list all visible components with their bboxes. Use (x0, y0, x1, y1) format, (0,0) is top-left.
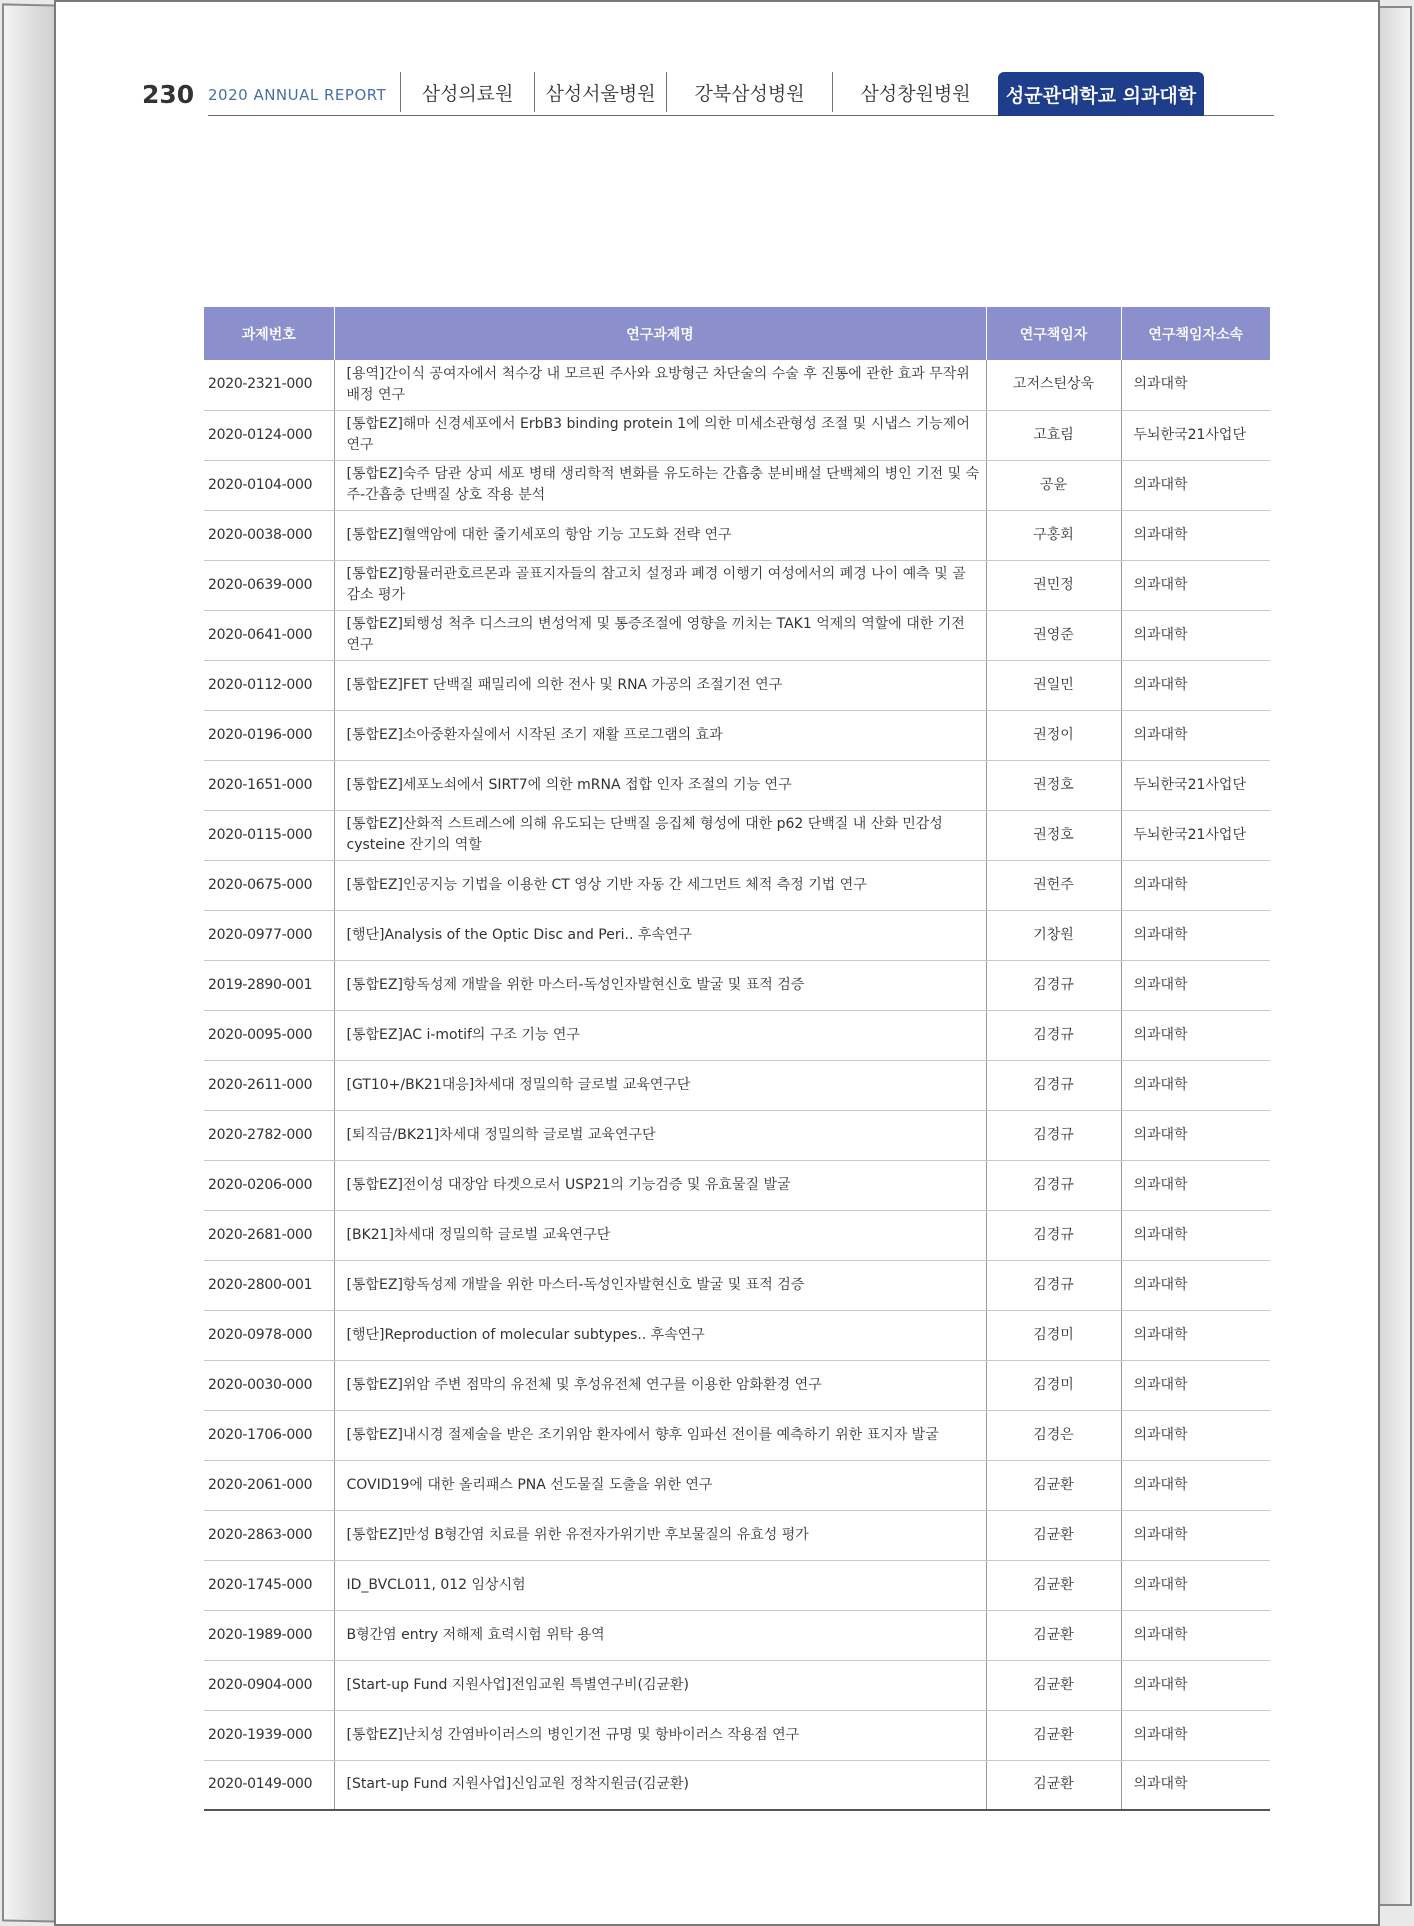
table-header-row (204, 307, 1270, 360)
project-number-cell: 2020-0904-000 (204, 1660, 334, 1710)
project-title-cell: COVID19에 대한 올리패스 PNA 선도물질 도출을 위한 연구 (334, 1460, 986, 1510)
investigator-cell: 김균환 (986, 1660, 1121, 1710)
affiliation-cell: 의과대학 (1121, 460, 1270, 510)
investigator-cell: 김경규 (986, 1210, 1121, 1260)
document-page (54, 0, 1380, 1926)
table-row (204, 1660, 1270, 1710)
project-number-cell: 2020-0149-000 (204, 1760, 334, 1810)
table-row (204, 1060, 1270, 1110)
table-row (204, 510, 1270, 560)
nav-tab-skku-medicine[interactable]: 성균관대학교 의과대학 (998, 72, 1204, 116)
investigator-cell: 권정호 (986, 760, 1121, 810)
table-body (204, 360, 1270, 1810)
project-number-cell: 2020-0639-000 (204, 560, 334, 610)
investigator-cell: 김경미 (986, 1310, 1121, 1360)
affiliation-cell: 의과대학 (1121, 1160, 1270, 1210)
table-row (204, 1110, 1270, 1160)
affiliation-cell: 의과대학 (1121, 1660, 1270, 1710)
table-row (204, 460, 1270, 510)
table-row (204, 1310, 1270, 1360)
investigator-cell: 공윤 (986, 460, 1121, 510)
page-number: 230 (142, 80, 195, 109)
affiliation-cell: 의과대학 (1121, 560, 1270, 610)
affiliation-cell: 의과대학 (1121, 1010, 1270, 1060)
project-title-cell: [GT10+/BK21대응]차세대 정밀의학 글로벌 교육연구단 (334, 1060, 986, 1110)
nav-tab-kangbuk-samsung-hospital[interactable]: 강북삼성병원 (666, 72, 832, 112)
project-title-cell: [통합EZ]혈액암에 대한 줄기세포의 항암 기능 고도화 전략 연구 (334, 510, 986, 560)
table-row (204, 1710, 1270, 1760)
project-number-cell: 2020-0115-000 (204, 810, 334, 860)
investigator-cell: 고효림 (986, 410, 1121, 460)
affiliation-cell: 의과대학 (1121, 660, 1270, 710)
project-title-cell: [통합EZ]소아중환자실에서 시작된 조기 재활 프로그램의 효과 (334, 710, 986, 760)
table-row (204, 910, 1270, 960)
investigator-cell: 김경규 (986, 1060, 1121, 1110)
table-row (204, 1260, 1270, 1310)
project-number-cell: 2020-0641-000 (204, 610, 334, 660)
project-number-cell: 2020-2863-000 (204, 1510, 334, 1560)
project-title-cell: [통합EZ]인공지능 기법을 이용한 CT 영상 기반 자동 간 세그먼트 체적 측정 기법 연구 (334, 860, 986, 910)
project-number-cell: 2020-2800-001 (204, 1260, 334, 1310)
project-title-cell: [통합EZ]내시경 절제술을 받은 조기위암 환자에서 향후 임파선 전이를 예측하기 위한 표지자 발굴 (334, 1410, 986, 1460)
affiliation-cell: 의과대학 (1121, 860, 1270, 910)
investigator-cell: 김균환 (986, 1610, 1121, 1660)
investigator-cell: 권정이 (986, 710, 1121, 760)
nav-tab-samsung-seoul-hospital[interactable]: 삼성서울병원 (534, 72, 666, 112)
project-title-cell: [Start-up Fund 지원사업]신임교원 정착지원금(김균환) (334, 1760, 986, 1810)
project-title-cell: [BK21]차세대 정밀의학 글로벌 교육연구단 (334, 1210, 986, 1260)
table-row (204, 560, 1270, 610)
project-title-cell: [퇴직금/BK21]차세대 정밀의학 글로벌 교육연구단 (334, 1110, 986, 1160)
investigator-cell: 김균환 (986, 1560, 1121, 1610)
investigator-cell: 권일민 (986, 660, 1121, 710)
investigator-cell: 권민정 (986, 560, 1121, 610)
affiliation-cell: 두뇌한국21사업단 (1121, 410, 1270, 460)
investigator-cell: 기창원 (986, 910, 1121, 960)
affiliation-cell: 의과대학 (1121, 710, 1270, 760)
table-row (204, 1210, 1270, 1260)
affiliation-cell: 의과대학 (1121, 610, 1270, 660)
table-row (204, 710, 1270, 760)
project-number-cell: 2020-2611-000 (204, 1060, 334, 1110)
affiliation-cell: 의과대학 (1121, 1760, 1270, 1810)
project-number-cell: 2020-1706-000 (204, 1410, 334, 1460)
table-row (204, 760, 1270, 810)
project-number-cell: 2020-0038-000 (204, 510, 334, 560)
project-title-cell: [통합EZ]산화적 스트레스에 의해 유도되는 단백질 응집체 형성에 대한 p62 단백질 내 산화 민감성 cysteine 잔기의 역할 (334, 810, 986, 860)
affiliation-cell: 의과대학 (1121, 960, 1270, 1010)
project-title-cell: [통합EZ]AC i-motif의 구조 기능 연구 (334, 1010, 986, 1060)
table-row (204, 610, 1270, 660)
investigator-cell: 고저스틴상욱 (986, 360, 1121, 410)
affiliation-cell: 의과대학 (1121, 910, 1270, 960)
project-title-cell: [용역]간이식 공여자에서 척수강 내 모르핀 주사와 요방형근 차단술의 수술 후 진통에 관한 효과 무작위 배정 연구 (334, 360, 986, 410)
investigator-cell: 김균환 (986, 1510, 1121, 1560)
project-title-cell: [통합EZ]해마 신경세포에서 ErbB3 binding protein 1에 의한 미세소관형성 조절 및 시냅스 기능제어 연구 (334, 410, 986, 460)
project-number-cell: 2020-1939-000 (204, 1710, 334, 1760)
project-title-cell: B형간염 entry 저해제 효력시험 위탁 용역 (334, 1610, 986, 1660)
col-header-project-title: 연구과제명 (334, 307, 986, 360)
project-number-cell: 2020-0675-000 (204, 860, 334, 910)
affiliation-cell: 의과대학 (1121, 1560, 1270, 1610)
project-number-cell: 2020-2681-000 (204, 1210, 334, 1260)
section-nav (400, 72, 1204, 116)
col-header-affiliation: 연구책임자소속 (1121, 307, 1270, 360)
investigator-cell: 권영준 (986, 610, 1121, 660)
project-title-cell: [통합EZ]난치성 간염바이러스의 병인기전 규명 및 항바이러스 작용점 연구 (334, 1710, 986, 1760)
investigator-cell: 김경규 (986, 1010, 1121, 1060)
affiliation-cell: 의과대학 (1121, 1110, 1270, 1160)
project-title-cell: [통합EZ]위암 주변 점막의 유전체 및 후성유전체 연구를 이용한 암화환경 연구 (334, 1360, 986, 1410)
affiliation-cell: 의과대학 (1121, 1610, 1270, 1660)
table-row (204, 360, 1270, 410)
affiliation-cell: 의과대학 (1121, 1710, 1270, 1760)
table-row (204, 860, 1270, 910)
investigator-cell: 권정호 (986, 810, 1121, 860)
affiliation-cell: 의과대학 (1121, 1410, 1270, 1460)
project-title-cell: [통합EZ]항뮬러관호르몬과 골표지자들의 참고치 설정과 폐경 이행기 여성에서의 폐경 나이 예측 및 골 감소 평가 (334, 560, 986, 610)
project-number-cell: 2020-0196-000 (204, 710, 334, 760)
project-number-cell: 2020-1651-000 (204, 760, 334, 810)
investigator-cell: 김경미 (986, 1360, 1121, 1410)
nav-tab-samsung-medical-center[interactable]: 삼성의료원 (400, 72, 534, 112)
project-number-cell: 2020-1989-000 (204, 1610, 334, 1660)
project-number-cell: 2020-0206-000 (204, 1160, 334, 1210)
project-number-cell: 2020-0095-000 (204, 1010, 334, 1060)
investigator-cell: 김균환 (986, 1710, 1121, 1760)
table-row (204, 1410, 1270, 1460)
affiliation-cell: 두뇌한국21사업단 (1121, 810, 1270, 860)
project-number-cell: 2020-0112-000 (204, 660, 334, 710)
project-number-cell: 2019-2890-001 (204, 960, 334, 1010)
table-row (204, 1510, 1270, 1560)
project-number-cell: 2020-2321-000 (204, 360, 334, 410)
project-number-cell: 2020-0104-000 (204, 460, 334, 510)
project-number-cell: 2020-2782-000 (204, 1110, 334, 1160)
project-number-cell: 2020-1745-000 (204, 1560, 334, 1610)
investigator-cell: 김경규 (986, 960, 1121, 1010)
affiliation-cell: 의과대학 (1121, 1360, 1270, 1410)
project-title-cell: [통합EZ]숙주 담관 상피 세포 병태 생리학적 변화를 유도하는 간흡충 분비배설 단백체의 병인 기전 및 숙주-간흡충 단백질 상호 작용 분석 (334, 460, 986, 510)
project-title-cell: [Start-up Fund 지원사업]전임교원 특별연구비(김균환) (334, 1660, 986, 1710)
affiliation-cell: 두뇌한국21사업단 (1121, 760, 1270, 810)
affiliation-cell: 의과대학 (1121, 1060, 1270, 1110)
project-title-cell: [통합EZ]세포노쇠에서 SIRT7에 의한 mRNA 접합 인자 조절의 기능 연구 (334, 760, 986, 810)
table-row (204, 1760, 1270, 1810)
investigator-cell: 김경은 (986, 1410, 1121, 1460)
research-table (204, 307, 1270, 1811)
affiliation-cell: 의과대학 (1121, 1260, 1270, 1310)
project-number-cell: 2020-0978-000 (204, 1310, 334, 1360)
project-number-cell: 2020-0977-000 (204, 910, 334, 960)
project-title-cell: [통합EZ]항독성제 개발을 위한 마스터-독성인자발현신호 발굴 및 표적 검증 (334, 960, 986, 1010)
nav-tab-samsung-changwon-hospital[interactable]: 삼성창원병원 (832, 72, 998, 112)
project-title-cell: [통합EZ]FET 단백질 패밀리에 의한 전사 및 RNA 가공의 조절기전 연구 (334, 660, 986, 710)
investigator-cell: 구홍회 (986, 510, 1121, 560)
project-title-cell: [통합EZ]항독성제 개발을 위한 마스터-독성인자발현신호 발굴 및 표적 검증 (334, 1260, 986, 1310)
table-row (204, 1160, 1270, 1210)
project-number-cell: 2020-0030-000 (204, 1360, 334, 1410)
investigator-cell: 권헌주 (986, 860, 1121, 910)
table-row (204, 1560, 1270, 1610)
table-row (204, 960, 1270, 1010)
project-title-cell: [통합EZ]전이성 대장암 타겟으로서 USP21의 기능검증 및 유효물질 발굴 (334, 1160, 986, 1210)
col-header-project-number: 과제번호 (204, 307, 334, 360)
project-title-cell: [행단]Analysis of the Optic Disc and Peri.. 후속연구 (334, 910, 986, 960)
table-row (204, 660, 1270, 710)
investigator-cell: 김균환 (986, 1460, 1121, 1510)
report-label: 2020 ANNUAL REPORT (208, 86, 387, 104)
project-number-cell: 2020-0124-000 (204, 410, 334, 460)
investigator-cell: 김경규 (986, 1160, 1121, 1210)
project-title-cell: ID_BVCL011, 012 임상시험 (334, 1560, 986, 1610)
book-spine (2, 3, 58, 1922)
affiliation-cell: 의과대학 (1121, 1510, 1270, 1560)
col-header-investigator: 연구책임자 (986, 307, 1121, 360)
affiliation-cell: 의과대학 (1121, 1210, 1270, 1260)
project-title-cell: [통합EZ]퇴행성 척추 디스크의 변성억제 및 통증조절에 영향을 끼치는 TAK1 억제의 역할에 대한 기전 연구 (334, 610, 986, 660)
affiliation-cell: 의과대학 (1121, 1310, 1270, 1360)
table-row (204, 1460, 1270, 1510)
table-row (204, 1610, 1270, 1660)
investigator-cell: 김경규 (986, 1110, 1121, 1160)
table-row (204, 410, 1270, 460)
project-title-cell: [통합EZ]만성 B형간염 치료를 위한 유전자가위기반 후보물질의 유효성 평가 (334, 1510, 986, 1560)
project-title-cell: [행단]Reproduction of molecular subtypes.. 후속연구 (334, 1310, 986, 1360)
table-row (204, 810, 1270, 860)
investigator-cell: 김균환 (986, 1760, 1121, 1810)
affiliation-cell: 의과대학 (1121, 360, 1270, 410)
table-row (204, 1360, 1270, 1410)
affiliation-cell: 의과대학 (1121, 510, 1270, 560)
project-number-cell: 2020-2061-000 (204, 1460, 334, 1510)
table-row (204, 1010, 1270, 1060)
affiliation-cell: 의과대학 (1121, 1460, 1270, 1510)
investigator-cell: 김경규 (986, 1260, 1121, 1310)
